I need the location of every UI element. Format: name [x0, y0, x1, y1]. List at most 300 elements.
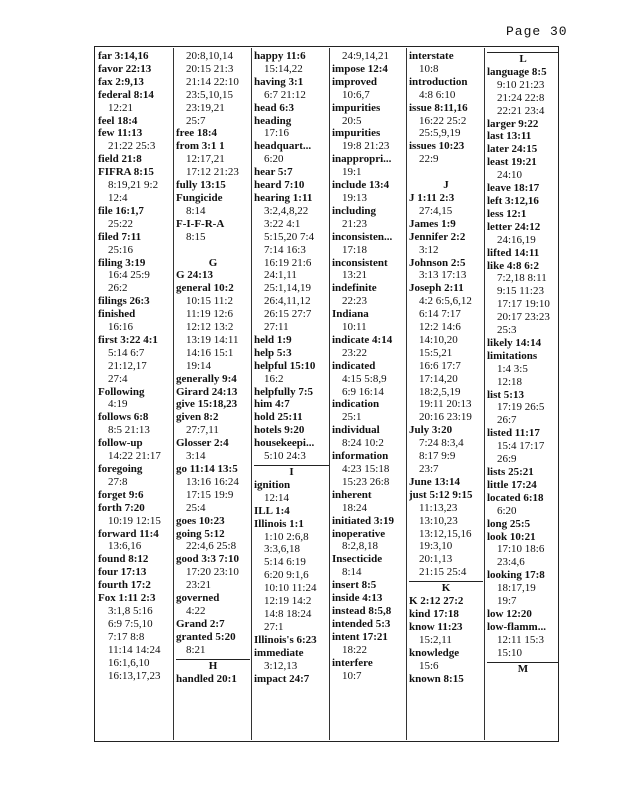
index-entry: issues 10:23 [409, 140, 465, 153]
index-subentry: 8:24 10:2 [342, 437, 384, 450]
index-entry: list 5:13 [487, 388, 524, 401]
index-entry: help 5:3 [254, 346, 292, 359]
index-subentry: 7:24 8:3,4 [419, 437, 464, 450]
index-subentry: 27:11 [264, 321, 289, 334]
index-entry: granted 5:20 [176, 630, 236, 643]
index-subentry: 13:12,15,16 [419, 527, 472, 540]
index-subentry: 10:7 [342, 669, 362, 682]
index-entry: fully 13:15 [176, 179, 226, 192]
index-subentry: 17:20 23:10 [186, 566, 239, 579]
index-subentry: 24:10 [497, 169, 523, 182]
index-entry: generally 9:4 [176, 372, 237, 385]
index-subentry: 26:7 [497, 414, 517, 427]
index-entry: indicate 4:14 [332, 333, 393, 346]
index-entry: look 10:21 [487, 530, 536, 543]
index-entry: Jennifer 2:2 [409, 230, 466, 243]
index-subentry: 27:7,11 [186, 424, 219, 437]
index-subentry: 25:1 [342, 411, 362, 424]
column-divider [406, 48, 407, 740]
index-entry: ignition [254, 478, 291, 491]
index-subentry: 16:22 25:2 [419, 114, 467, 127]
index-subentry: 12:19 14:2 [264, 595, 312, 608]
index-column-4 [332, 50, 406, 740]
index-subentry: 27:1 [264, 620, 284, 633]
index-entry: Insecticide [332, 553, 383, 566]
index-subentry: 8:19,21 9:2 [108, 179, 159, 192]
index-subentry: 12:21 [108, 101, 134, 114]
index-subentry: 3:12 [419, 243, 439, 256]
column-divider [173, 48, 174, 740]
column-divider [484, 48, 485, 740]
index-subentry: 25:3 [497, 324, 517, 337]
index-entry: foregoing [98, 463, 143, 475]
index-entry: Grand 2:7 [176, 617, 225, 630]
index-entry: helpful 15:10 [254, 359, 316, 372]
index-entry: heard 7:10 [254, 179, 305, 192]
index-entry: federal 8:14 [98, 88, 154, 101]
index-entry: go 11:14 13:5 [176, 463, 238, 475]
index-subentry: 14:22 21:17 [108, 450, 161, 463]
index-subentry: 6:20 9:1,6 [264, 569, 309, 582]
index-subentry: 21:15 25:4 [419, 566, 467, 579]
index-subentry: 22:9 [419, 153, 439, 166]
index-subentry: 15:23 26:8 [342, 475, 390, 488]
index-entry: low 12:20 [487, 607, 532, 620]
index-subentry: 6:7 21:12 [264, 88, 306, 101]
index-subentry: 14:8 18:24 [264, 607, 312, 620]
index-entry: known 8:15 [409, 672, 464, 685]
index-subentry: 13:21 [342, 269, 368, 282]
index-entry: long 25:5 [487, 517, 531, 530]
index-entry: less 12:1 [487, 207, 527, 220]
index-subentry: 6:14 7:17 [419, 308, 461, 321]
index-subentry: 1:10 2:6,8 [264, 530, 309, 543]
index-subentry: 4:19 [108, 398, 128, 411]
index-subentry: 22:23 [342, 295, 368, 308]
index-subentry: 1:4 3:5 [497, 362, 528, 375]
index-entry: housekeepi... [254, 437, 315, 450]
index-subentry: 8:17 9:9 [419, 450, 456, 463]
section-letter-heading: I [254, 465, 329, 479]
index-entry: hearing 1:11 [254, 191, 313, 204]
blank-line [176, 244, 250, 257]
index-entry: kind 17:18 [409, 607, 459, 620]
index-entry: indefinite [332, 282, 377, 295]
index-subentry: 8:5 21:13 [108, 424, 150, 437]
index-entry: Following [98, 385, 145, 398]
index-subentry: 3:3,6,18 [264, 543, 301, 556]
index-subentry: 25:5,9,19 [419, 127, 461, 140]
index-subentry: 6:20 [497, 504, 517, 517]
index-entry: having 3:1 [254, 75, 304, 88]
index-entry: governed [176, 592, 220, 605]
index-entry: first 3:22 4:1 [98, 333, 158, 346]
index-subentry: 3:1,8 5:16 [108, 604, 153, 617]
index-subentry: 25:22 [108, 217, 134, 230]
index-entry: later 24:15 [487, 143, 538, 156]
index-entry: favor 22:13 [98, 62, 152, 75]
index-subentry: 13:19 14:11 [186, 333, 239, 346]
index-subentry: 8:14 [342, 566, 362, 579]
index-subentry: 15:10 [497, 646, 523, 659]
index-entry: inconsistent [332, 256, 388, 269]
index-entry: finished [98, 308, 136, 321]
index-entry: impose 12:4 [332, 62, 388, 75]
index-subentry: 8:21 [186, 643, 206, 656]
index-subentry: 21:24 22:8 [497, 91, 545, 104]
section-letter-heading: L [487, 52, 559, 66]
index-entry: low-flamm... [487, 620, 546, 633]
index-entry: fax 2:9,13 [98, 75, 144, 88]
index-entry: leave 18:17 [487, 182, 540, 195]
index-entry: information [332, 450, 389, 463]
index-entry: knowledge [409, 646, 460, 659]
index-entry: file 16:1,7 [98, 204, 144, 217]
index-subentry: 19:13 [342, 191, 368, 204]
index-subentry: 10:15 11:2 [186, 295, 233, 308]
index-entry: going 5:12 [176, 527, 225, 540]
index-subentry: 4:22 [186, 604, 206, 617]
index-entry: indicated [332, 359, 376, 372]
index-subentry: 9:10 21:23 [497, 78, 545, 91]
index-entry: helpfully 7:5 [254, 385, 313, 398]
index-entry: Illinois 1:1 [254, 517, 304, 530]
index-subentry: 20:8,10,14 [186, 50, 234, 62]
index-subentry: 18:2,5,19 [419, 385, 461, 398]
index-subentry: 7:2,18 8:11 [497, 272, 547, 285]
index-entry: hold 25:11 [254, 411, 303, 424]
index-entry: give 15:18,23 [176, 398, 238, 411]
index-entry: general 10:2 [176, 282, 234, 295]
index-entry: James 1:9 [409, 217, 456, 230]
index-subentry: 24:1,11 [264, 269, 297, 282]
index-subentry: 25:16 [108, 243, 134, 256]
index-subentry: 12:4 [108, 191, 128, 204]
section-letter-heading: M [487, 662, 559, 676]
index-entry: include 13:4 [332, 179, 390, 192]
index-subentry: 5:10 24:3 [264, 450, 306, 463]
index-entry: listed 11:17 [487, 427, 540, 440]
column-divider [329, 48, 330, 740]
index-entry: ILL 1:4 [254, 504, 290, 517]
index-subentry: 13:6,16 [108, 540, 142, 553]
index-subentry: 16:2 [264, 372, 284, 385]
index-entry: intended 5:3 [332, 617, 391, 630]
index-subentry: 3:13 17:13 [419, 269, 467, 282]
index-subentry: 9:15 11:23 [497, 285, 544, 298]
index-entry: lifted 14:11 [487, 246, 540, 259]
index-subentry: 23:5,10,15 [186, 88, 234, 101]
index-entry: insert 8:5 [332, 579, 377, 592]
index-entry: including [332, 204, 377, 217]
index-entry: interstate [409, 50, 454, 62]
index-subentry: 19:7 [497, 595, 517, 608]
index-subentry: 21:23 [342, 217, 368, 230]
index-entry: immediate [254, 646, 304, 659]
index-subentry: 23:21 [186, 579, 212, 592]
index-subentry: 16:4 25:9 [108, 269, 150, 282]
index-subentry: 19:3,10 [419, 540, 453, 553]
index-entry: far 3:14,16 [98, 50, 149, 62]
index-subentry: 20:15 21:3 [186, 62, 234, 75]
index-column-3 [254, 50, 329, 740]
index-entry: goes 10:23 [176, 514, 225, 527]
index-subentry: 15:2,11 [419, 633, 452, 646]
index-subentry: 3:22 4:1 [264, 217, 301, 230]
index-entry: heading [254, 114, 292, 127]
index-subentry: 11:13,23 [419, 501, 458, 514]
index-subentry: 26:15 27:7 [264, 308, 312, 321]
index-entry: filings 26:3 [98, 295, 150, 308]
index-entry: last 13:11 [487, 130, 532, 143]
index-entry: four 17:13 [98, 566, 147, 579]
index-subentry: 17:18 [342, 243, 368, 256]
index-entry: free 18:4 [176, 127, 218, 140]
index-subentry: 10:19 12:15 [108, 514, 161, 527]
index-entry: lists 25:21 [487, 466, 534, 478]
index-entry: issue 8:11,16 [409, 101, 468, 114]
index-subentry: 4:8 6:10 [419, 88, 456, 101]
index-entry: likely 14:14 [487, 336, 542, 349]
index-column-5 [409, 50, 483, 740]
index-subentry: 17:16 [264, 127, 290, 140]
index-subentry: 22:4,6 25:8 [186, 540, 237, 553]
index-entry: intent 17:21 [332, 630, 388, 643]
index-subentry: 8:15 [186, 230, 206, 243]
index-entry: Johnson 2:5 [409, 256, 466, 269]
index-subentry: 8:14 [186, 204, 206, 217]
index-subentry: 16:6 17:7 [419, 359, 461, 372]
index-subentry: 15:14,22 [264, 62, 303, 75]
page-number-label: Page 30 [506, 24, 568, 39]
index-entry: fourth 17:2 [98, 579, 151, 592]
index-subentry: 16:19 21:6 [264, 256, 312, 269]
index-subentry: 18:17,19 [497, 582, 536, 595]
index-subentry: 27:8 [108, 475, 128, 488]
index-entry: individual [332, 424, 380, 437]
index-entry: found 8:12 [98, 553, 149, 566]
index-entry: inoperative [332, 527, 386, 540]
index-entry: introduction [409, 75, 468, 88]
index-subentry: 26:9 [497, 453, 517, 466]
index-entry: July 3:20 [409, 424, 453, 437]
index-entry: hear 5:7 [254, 166, 293, 179]
section-letter-heading: H [176, 659, 250, 673]
index-entry: filing 3:19 [98, 256, 146, 269]
index-subentry: 26:2 [108, 282, 128, 295]
index-entry: like 4:8 6:2 [487, 259, 539, 272]
index-subentry: 6:9 7:5,10 [108, 617, 153, 630]
index-subentry: 4:2 6:5,6,12 [419, 295, 472, 308]
index-subentry: 15:6 [419, 659, 439, 672]
index-subentry: 26:4,11,12 [264, 295, 311, 308]
index-column-2 [176, 50, 250, 740]
index-subentry: 19:1 [342, 166, 362, 179]
index-subentry: 25:1,14,19 [264, 282, 312, 295]
index-entry: located 6:18 [487, 491, 544, 504]
index-subentry: 17:12 21:23 [186, 166, 239, 179]
index-subentry: 3:14 [186, 450, 206, 463]
index-entry: just 5:12 9:15 [409, 488, 473, 501]
index-subentry: 17:15 19:9 [186, 488, 234, 501]
index-subentry: 12:18 [497, 375, 523, 388]
index-entry: impact 24:7 [254, 672, 310, 685]
index-subentry: 24:9,14,21 [342, 50, 390, 62]
index-subentry: 10:8 [419, 62, 439, 75]
index-subentry: 20:17 23:23 [497, 311, 550, 324]
index-entry: know 11:23 [409, 620, 463, 633]
index-entry: follows 6:8 [98, 411, 149, 424]
index-entry: head 6:3 [254, 101, 295, 114]
index-subentry: 17:17 19:10 [497, 298, 550, 311]
index-entry: forward 11:4 [98, 527, 159, 540]
index-subentry: 23:4,6 [497, 556, 525, 569]
index-subentry: 13:16 16:24 [186, 475, 239, 488]
index-entry: Joseph 2:11 [409, 282, 464, 295]
index-subentry: 25:7 [186, 114, 206, 127]
index-subentry: 14:16 15:1 [186, 346, 234, 359]
index-subentry: 20:5 [342, 114, 362, 127]
index-subentry: 15:4 17:17 [497, 440, 545, 453]
index-subentry: 11:19 12:6 [186, 308, 233, 321]
index-subentry: 22:21 23:4 [497, 104, 545, 117]
index-subentry: 18:24 [342, 501, 368, 514]
index-subentry: 21:12,17 [108, 359, 147, 372]
index-subentry: 27:4,15 [419, 204, 453, 217]
index-column-1 [98, 50, 172, 740]
index-subentry: 10:6,7 [342, 88, 370, 101]
index-subentry: 12:14 [264, 491, 290, 504]
index-entry: letter 24:12 [487, 220, 541, 233]
index-subentry: 12:2 14:6 [419, 321, 461, 334]
index-entry: limitations [487, 349, 538, 362]
index-subentry: 6:20 [264, 153, 284, 166]
index-entry: improved [332, 75, 378, 88]
column-divider [251, 48, 252, 740]
index-subentry: 19:14 [186, 359, 212, 372]
index-subentry: 14:10,20 [419, 333, 458, 346]
index-subentry: 4:15 5:8,9 [342, 372, 387, 385]
index-entry: handled 20:1 [176, 672, 237, 685]
index-entry: indication [332, 398, 380, 411]
index-subentry: 15:5,21 [419, 346, 453, 359]
index-entry: held 1:9 [254, 333, 292, 346]
index-entry: from 3:1 1 [176, 140, 225, 153]
index-entry: Glosser 2:4 [176, 437, 229, 450]
index-entry: headquart... [254, 140, 312, 153]
index-entry: Indiana [332, 308, 369, 321]
index-entry: inside 4:13 [332, 592, 383, 605]
index-entry: initiated 3:19 [332, 514, 395, 527]
index-column-6 [487, 50, 559, 740]
index-entry: J 1:11 2:3 [409, 191, 455, 204]
index-subentry: 25:4 [186, 501, 206, 514]
index-entry: instead 8:5,8 [332, 604, 392, 617]
index-entry: least 19:21 [487, 156, 537, 169]
index-entry: little 17:24 [487, 478, 537, 491]
index-entry: filed 7:11 [98, 230, 142, 243]
index-subentry: 11:14 14:24 [108, 643, 161, 656]
index-subentry: 17:14,20 [419, 372, 458, 385]
index-entry: impurities [332, 101, 381, 114]
index-entry: inherent [332, 488, 372, 501]
index-subentry: 20:1,13 [419, 553, 453, 566]
index-entry: Girard 24:13 [176, 385, 238, 398]
index-subentry: 17:19 26:5 [497, 401, 545, 414]
index-entry: field 21:8 [98, 153, 142, 166]
index-subentry: 5:15,20 7:4 [264, 230, 315, 243]
index-subentry: 24:16,19 [497, 233, 536, 246]
index-entry: G 24:13 [176, 269, 213, 282]
index-subentry: 16:1,6,10 [108, 656, 150, 669]
index-subentry: 19:11 20:13 [419, 398, 472, 411]
section-letter-heading: G [208, 256, 218, 269]
index-subentry: 6:9 16:14 [342, 385, 384, 398]
index-subentry: 23:7 [419, 463, 439, 475]
index-subentry: 27:4 [108, 372, 128, 385]
index-entry: Fox 1:11 2:3 [98, 592, 156, 605]
index-subentry: 5:14 6:7 [108, 346, 145, 359]
index-entry: him 4:7 [254, 398, 290, 411]
section-letter-heading: J [443, 179, 449, 192]
index-subentry: 7:14 16:3 [264, 243, 306, 256]
index-subentry: 16:13,17,23 [108, 669, 161, 682]
index-subentry: 12:12 13:2 [186, 321, 234, 334]
index-subentry: 21:22 25:3 [108, 140, 156, 153]
index-entry: impurities [332, 127, 381, 140]
index-entry: language 8:5 [487, 65, 547, 78]
index-subentry: 12:11 15:3 [497, 633, 544, 646]
index-entry: June 13:14 [409, 475, 461, 488]
index-entry: forget 9:6 [98, 488, 144, 501]
index-entry: larger 9:22 [487, 117, 539, 130]
index-subentry: 8:2,8,18 [342, 540, 379, 553]
index-subentry: 10:11 [342, 321, 367, 334]
index-entry: left 3:12,16 [487, 194, 539, 207]
index-subentry: 17:10 18:6 [497, 543, 545, 556]
index-entry: feel 18:4 [98, 114, 138, 127]
index-entry: interfere [332, 656, 373, 669]
section-letter-heading: K [409, 581, 483, 595]
index-entry: hotels 9:20 [254, 424, 305, 437]
index-subentry: 7:17 8:8 [108, 630, 145, 643]
index-subentry: 12:17,21 [186, 153, 225, 166]
index-subentry: 23:22 [342, 346, 368, 359]
index-subentry: 20:16 23:19 [419, 411, 472, 424]
index-entry: inappropri... [332, 153, 392, 166]
index-subentry: 3:12,13 [264, 659, 298, 672]
index-entry: few 11:13 [98, 127, 143, 140]
index-entry: F-I-F-R-A [176, 217, 225, 230]
index-entry: follow-up [98, 437, 143, 450]
index-entry: happy 11:6 [254, 50, 306, 62]
index-entry: FIFRA 8:15 [98, 166, 154, 179]
index-subentry: 5:14 6:19 [264, 556, 306, 569]
index-subentry: 16:16 [108, 321, 134, 334]
index-entry: forth 7:20 [98, 501, 145, 514]
index-entry: looking 17:8 [487, 569, 545, 582]
index-subentry: 18:22 [342, 643, 368, 656]
index-subentry: 3:2,4,8,22 [264, 204, 309, 217]
index-entry: inconsisten... [332, 230, 393, 243]
index-subentry: 13:10,23 [419, 514, 458, 527]
index-subentry: 10:10 11:24 [264, 582, 317, 595]
index-entry: given 8:2 [176, 411, 219, 424]
blank-line [409, 166, 483, 179]
index-entry: Illinois's 6:23 [254, 633, 317, 646]
index-entry: K 2:12 27:2 [409, 595, 464, 608]
index-entry: good 3:3 7:10 [176, 553, 239, 566]
